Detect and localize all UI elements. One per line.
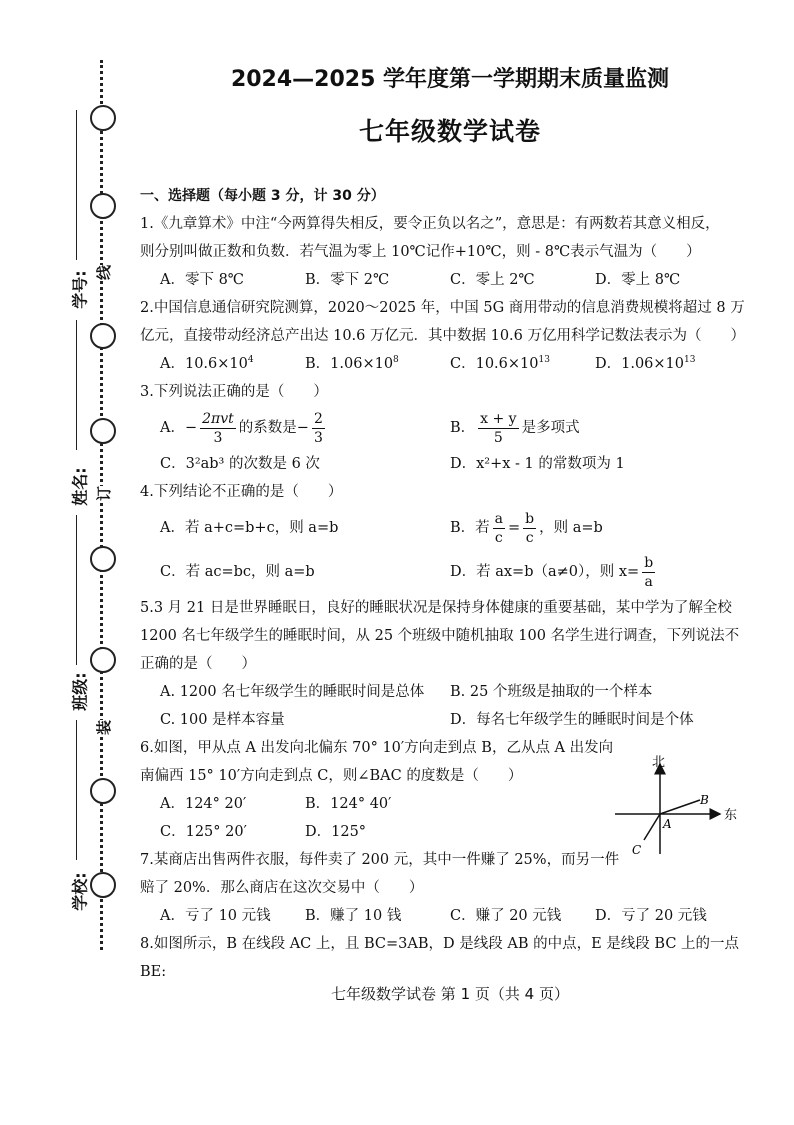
north-label: 北 bbox=[652, 755, 666, 770]
question-5-stem: 5.3 月 21 日是世界睡眠日，良好的睡眠状况是保持身体健康的重要基础，某中学为了解全校 bbox=[140, 600, 732, 616]
question-4-options-cd bbox=[140, 550, 750, 594]
exam-subtitle: 七年级数学试卷 bbox=[358, 117, 541, 146]
fill-line bbox=[76, 515, 77, 665]
binding-hole bbox=[90, 872, 116, 898]
question-5-stem: 正确的是（ ） bbox=[140, 656, 256, 672]
name-label: 姓名: bbox=[70, 467, 90, 506]
student-id-label: 学号: bbox=[70, 270, 90, 309]
question-4-stem: 4.下列结论不正确的是（ ） bbox=[140, 484, 343, 500]
point-a-label: A bbox=[663, 817, 672, 831]
fraction: $\frac{\text{2πvt}}{3}$ bbox=[202, 410, 234, 446]
option-c: C．$10.6\times 10^{13}$ bbox=[450, 355, 550, 372]
option-b: B. 25 个班级是抽取的一个样本 bbox=[450, 684, 653, 700]
option-a: A．124° 20′ bbox=[160, 796, 247, 812]
binding-hole bbox=[90, 323, 116, 349]
option-b: B．赚了 10 钱 bbox=[305, 908, 402, 924]
question-8-stem: 8.如图所示，B 在线段 AC 上，且 BC=3AB，D 是线段 AB 的中点，E 是线段 BC 上的一点 BE: bbox=[140, 936, 740, 980]
option-d: D．$1.06\times 10^{13}$ bbox=[595, 355, 696, 372]
binding-word-bind: 装 bbox=[95, 719, 114, 736]
fill-line bbox=[76, 320, 77, 450]
binding-word-line: 线 bbox=[95, 264, 114, 281]
option-b: B．零下 2℃ bbox=[305, 272, 390, 288]
exam-title: 2024—2025 学年度第一学期期末质量监测 bbox=[230, 67, 670, 92]
option-a: A．若 a+c=b+c，则 a=b bbox=[160, 520, 339, 536]
question-1-options bbox=[140, 266, 750, 294]
question-6-stem: 6.如图，甲从点 A 出发向北偏东 70° 10′方向走到点 B，乙从点 A 出发向 bbox=[140, 740, 614, 756]
question-2-options bbox=[140, 350, 750, 378]
east-label: 东 bbox=[724, 808, 738, 823]
option-d: D．若 ax=b（a≠0），则 x= $\frac{b}{a}$ bbox=[450, 554, 654, 590]
binding-hole bbox=[90, 778, 116, 804]
questions bbox=[140, 182, 750, 986]
ray-ab bbox=[660, 800, 700, 814]
option-d: D．零上 8℃ bbox=[595, 272, 681, 288]
direction-diagram bbox=[600, 752, 750, 862]
school-label: 学校: bbox=[70, 872, 90, 911]
fill-line bbox=[76, 110, 77, 260]
option-c: C．若 ac=bc，则 a=b bbox=[160, 564, 315, 580]
question-5-options-ab bbox=[140, 678, 750, 706]
question-3-options-ab bbox=[140, 406, 750, 450]
question-5-stem: 1200 名七年级学生的睡眠时间，从 25 个班级中随机抽取 100 名学生进行调查，下列说法不 bbox=[140, 628, 740, 644]
question-6-stem: 南偏西 15° 10′方向走到点 C，则∠BAC 的度数是（ ） bbox=[140, 768, 523, 784]
binding-word-order: 订 bbox=[95, 485, 114, 502]
ray-ac bbox=[644, 814, 660, 840]
fraction: $\frac{2}{3}$ bbox=[313, 410, 323, 446]
fill-line bbox=[76, 720, 77, 860]
option-a: A．亏了 10 元钱 bbox=[160, 908, 271, 924]
question-3-options-cd bbox=[140, 450, 750, 478]
class-label: 班级: bbox=[70, 672, 90, 711]
question-4-options-ab bbox=[140, 506, 750, 550]
option-a: A. 1200 名七年级学生的睡眠时间是总体 bbox=[160, 684, 425, 700]
question-5-options-cd bbox=[140, 706, 750, 734]
option-c: C．125° 20′ bbox=[160, 824, 247, 840]
binding-hole bbox=[90, 193, 116, 219]
question-2-stem: 亿元，直接带动经济总产出达 10.6 万亿元．其中数据 10.6 万亿用科学记数法表示为（ ） bbox=[140, 328, 746, 344]
option-c: C．赚了 20 元钱 bbox=[450, 908, 562, 924]
point-b-label: B bbox=[700, 793, 709, 807]
option-d: D．125° bbox=[305, 824, 367, 840]
fraction: $\frac{x + y}{5}$ bbox=[480, 410, 517, 446]
option-a: A．零下 8℃ bbox=[160, 272, 245, 288]
option-c: C．3²ab³ 的次数是 6 次 bbox=[160, 456, 320, 472]
option-b: B．若 $\frac{a}{c}$ = $\frac{b}{c}$ ，则 a=b bbox=[450, 510, 603, 546]
option-a: A．$10.6\times 10^4$ bbox=[160, 355, 254, 372]
binding-hole bbox=[90, 647, 116, 673]
section-heading: 一、选择题（每小题 3 分，计 30 分） bbox=[140, 188, 385, 204]
option-b: B．124° 40′ bbox=[305, 796, 392, 812]
question-7-stem: 7.某商店出售两件衣服，每件卖了 200 元，其中一件赚了 25%，而另一件 bbox=[140, 852, 620, 868]
binding-margin bbox=[0, 0, 130, 1125]
option-b: B．$1.06\times 10^8$ bbox=[305, 355, 399, 372]
option-b: B． $\frac{x + y}{5}$ 是多项式 bbox=[450, 410, 580, 446]
option-d: D．每名七年级学生的睡眠时间是个体 bbox=[450, 712, 694, 728]
question-7-options bbox=[140, 902, 750, 930]
binding-hole bbox=[90, 418, 116, 444]
question-3-stem: 3.下列说法正确的是（ ） bbox=[140, 384, 328, 400]
point-c-label: C bbox=[632, 843, 642, 857]
fraction: $\frac{b}{c}$ bbox=[525, 510, 535, 546]
question-7-stem: 赔了 20%．那么商店在这次交易中（ ） bbox=[140, 880, 424, 896]
question-1-stem: 则分别叫做正数和负数．若气温为零上 10℃记作+10℃，则 - 8℃表示气温为（ ） bbox=[140, 244, 701, 260]
question-2-stem: 2.中国信息通信研究院测算，2020～2025 年，中国 5G 商用带动的信息消费规模将超过 8 万 bbox=[140, 300, 745, 316]
fraction: $\frac{b}{a}$ bbox=[644, 554, 654, 590]
option-d: D．亏了 20 元钱 bbox=[595, 908, 707, 924]
option-c: C．零上 2℃ bbox=[450, 272, 535, 288]
option-d: D．x²+x - 1 的常数项为 1 bbox=[450, 456, 625, 472]
option-a: A． − $\frac{\text{2πvt}}{3}$ 的系数是− $\frac{2}{3}$ bbox=[160, 410, 323, 446]
page-footer: 七年级数学试卷 第 1 页（共 4 页） bbox=[331, 985, 569, 1003]
binding-hole bbox=[90, 105, 116, 131]
binding-hole bbox=[90, 546, 116, 572]
option-c: C. 100 是样本容量 bbox=[160, 712, 285, 728]
question-1-stem: 1.《九章算术》中注“今两算得失相反，要令正负以名之”，意思是：有两数若其意义相反， bbox=[140, 216, 720, 232]
fraction: $\frac{a}{c}$ bbox=[494, 510, 504, 546]
